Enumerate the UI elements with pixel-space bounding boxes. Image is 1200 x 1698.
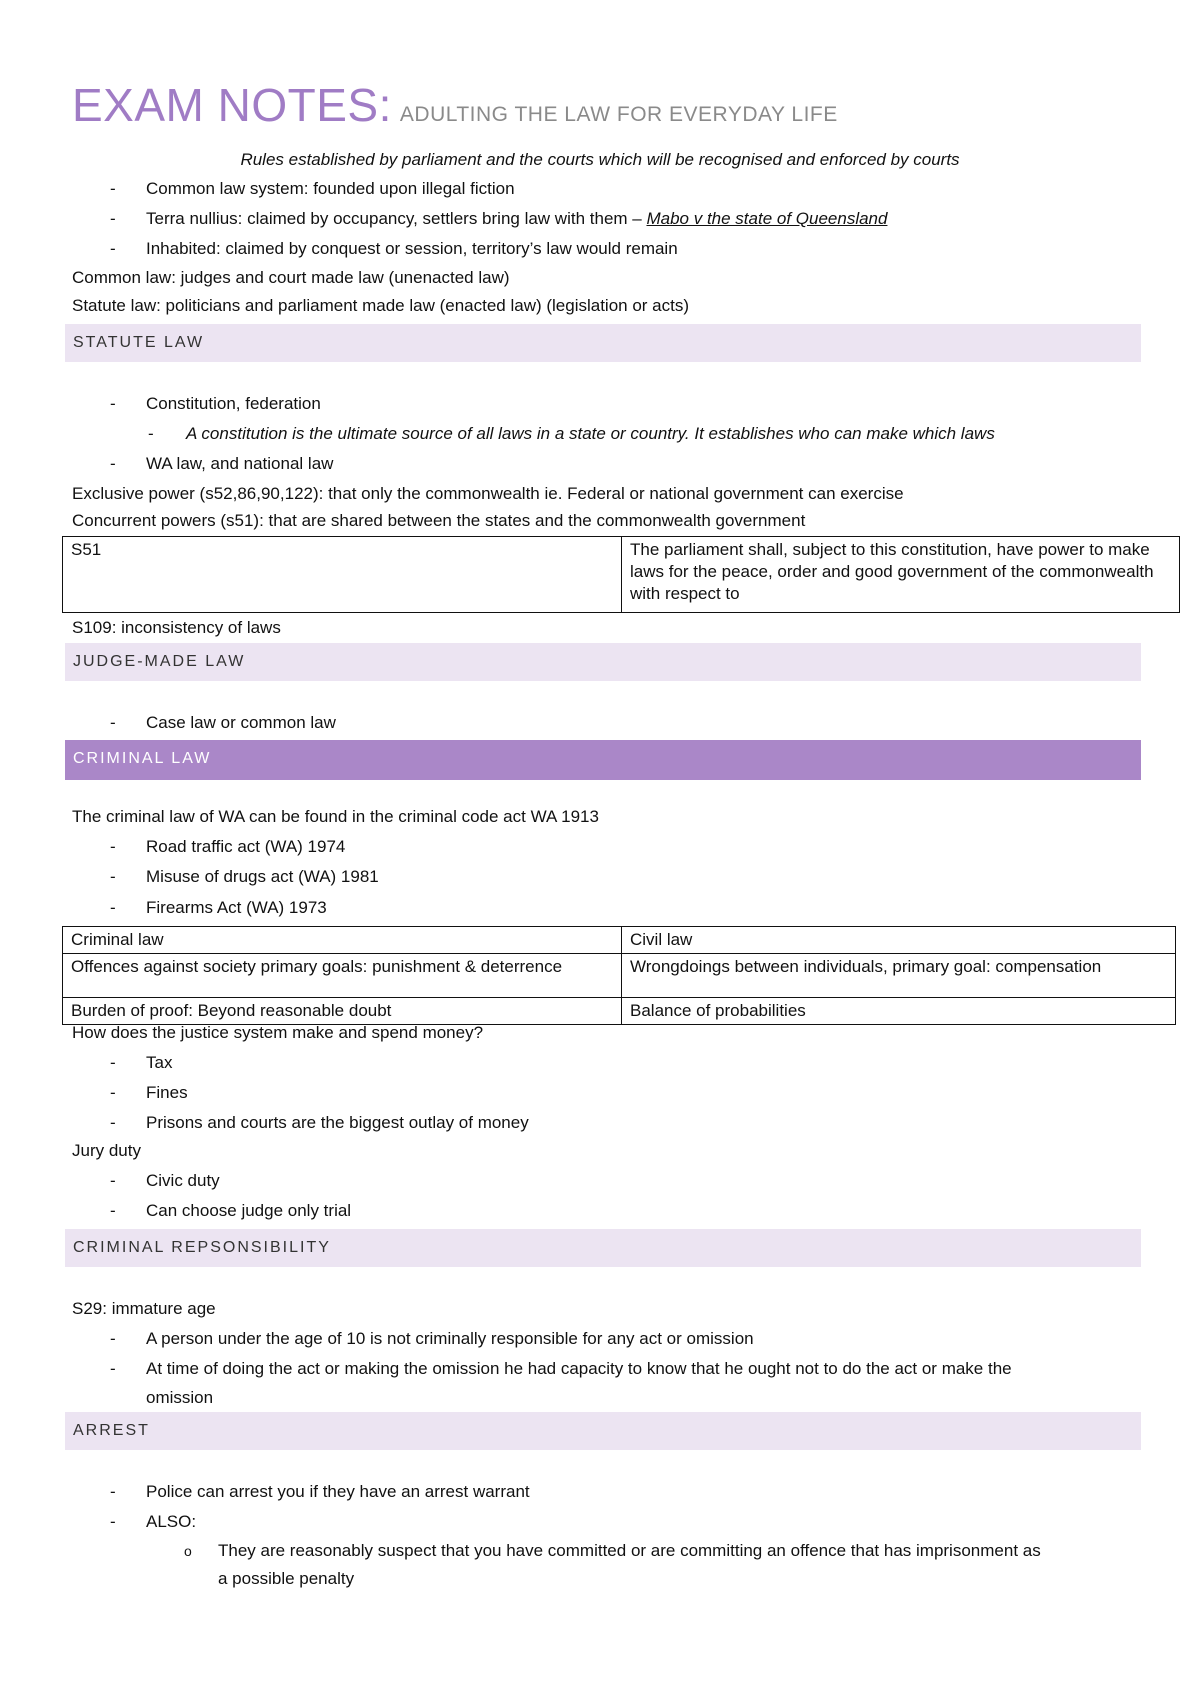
section-heading-text: STATUTE LAW (73, 334, 205, 351)
case-reference: Mabo v the state of Queensland (646, 209, 888, 228)
section-heading-text: CRIMINAL REPSONSIBILITY (73, 1239, 331, 1256)
section-heading-judge-made (65, 643, 1141, 681)
section-heading-criminal (65, 740, 1141, 780)
list-item-text (146, 208, 887, 230)
table-cell: Balance of probabilities (622, 998, 1176, 1025)
list-item-text: Firearms Act (WA) 1973 (146, 898, 327, 917)
sub-list-item-text: They are reasonably suspect that you have committed or are committing an offence that has imprisonment as (218, 1541, 1041, 1560)
dash-bullet: - (110, 1171, 116, 1190)
circle-bullet-icon: o (184, 1543, 192, 1559)
dash-bullet: - (110, 1053, 116, 1072)
list-item-text: Civic duty (146, 1171, 220, 1190)
table-cell: Burden of proof: Beyond reasonable doubt (63, 998, 622, 1025)
common-law-line: Common law: judges and court made law (unenacted law) (72, 268, 510, 287)
list-item-text: Fines (146, 1083, 188, 1102)
dash-bullet: - (110, 394, 116, 413)
list-item-text: A person under the age of 10 is not criminally responsible for any act or omission (146, 1329, 754, 1348)
section-heading-text: JUDGE-MADE LAW (73, 653, 246, 670)
sub-list-item-continuation: a possible penalty (218, 1569, 355, 1588)
sub-list-item-text: A constitution is the ultimate source of all laws in a state or country. It establishes who can make which laws (186, 424, 995, 443)
money-question: How does the justice system make and spend money? (72, 1023, 484, 1042)
criminal-intro-line: The criminal law of WA can be found in the criminal code act WA 1913 (72, 807, 599, 826)
list-item-text: ALSO: (146, 1512, 197, 1531)
table-cell: The parliament shall, subject to this constitution, have power to make laws for the peace, order and good government of the commonwealth with respect to (622, 537, 1180, 613)
table-cell: Wrongdoings between individuals, primary goal: compensation (622, 954, 1176, 998)
list-item-text: Inhabited: claimed by conquest or session, territory’s law would remain (146, 239, 678, 258)
s109-line: S109: inconsistency of laws (72, 618, 281, 637)
list-item-text: Police can arrest you if they have an arrest warrant (146, 1482, 530, 1501)
list-item-text: Misuse of drugs act (WA) 1981 (146, 867, 379, 886)
list-item-text: Can choose judge only trial (146, 1201, 352, 1220)
dash-bullet: - (110, 209, 116, 228)
title-main: EXAM NOTES: (72, 79, 392, 131)
dash-bullet: - (110, 239, 116, 258)
concurrent-power-line: Concurrent powers (s51): that are shared between the states and the commonwealth government (72, 511, 806, 530)
section-heading-text: CRIMINAL LAW (73, 750, 212, 767)
list-item-text: At time of doing the act or making the omission he had capacity to know that he ought not to do the act or make the (146, 1359, 1012, 1378)
dash-bullet: - (110, 1113, 116, 1132)
table-cell: S51 (63, 537, 622, 613)
section-heading-criminal-responsibility (65, 1229, 1141, 1267)
table-row (63, 954, 1176, 998)
list-item-text: WA law, and national law (146, 454, 334, 473)
criminal-vs-civil-table (62, 926, 1176, 1025)
dash-bullet: - (110, 179, 116, 198)
jury-duty-line: Jury duty (72, 1141, 141, 1160)
list-item-text-part: Terra nullius: claimed by occupancy, settlers bring law with them – (146, 209, 647, 228)
section-heading-text: ARREST (73, 1422, 150, 1439)
list-item-text: Prisons and courts are the biggest outlay of money (146, 1113, 529, 1132)
page-title (72, 78, 838, 132)
table-row (63, 998, 1176, 1025)
table-cell: Criminal law (63, 927, 622, 954)
statute-law-line: Statute law: politicians and parliament made law (enacted law) (legislation or acts) (72, 296, 690, 315)
list-item-text: Common law system: founded upon illegal fiction (146, 179, 515, 198)
dash-bullet: - (110, 1359, 116, 1378)
table-cell: Offences against society primary goals: punishment & deterrence (63, 954, 622, 998)
definition-text: Rules established by parliament and the courts which will be recognised and enforced by courts (240, 150, 960, 169)
list-item-text: Case law or common law (146, 713, 336, 732)
dash-bullet: - (110, 867, 116, 886)
dash-bullet: - (110, 1083, 116, 1102)
list-item-continuation: omission (146, 1388, 214, 1407)
dash-bullet: - (148, 424, 154, 443)
table-cell: Civil law (622, 927, 1176, 954)
dash-bullet: - (110, 1512, 116, 1531)
exclusive-power-line: Exclusive power (s52,86,90,122): that only the commonwealth ie. Federal or national government can exercise (72, 484, 904, 503)
dash-bullet: - (110, 713, 116, 732)
list-item-text: Constitution, federation (146, 394, 321, 413)
dash-bullet: - (110, 837, 116, 856)
dash-bullet: - (110, 454, 116, 473)
s29-line: S29: immature age (72, 1299, 216, 1318)
section-heading-arrest (65, 1412, 1141, 1450)
list-item-text: Tax (146, 1053, 173, 1072)
s51-table (62, 536, 1180, 613)
dash-bullet: - (110, 1201, 116, 1220)
dash-bullet: - (110, 1482, 116, 1501)
list-item-text: Road traffic act (WA) 1974 (146, 837, 346, 856)
dash-bullet: - (110, 898, 116, 917)
table-row (63, 537, 1180, 613)
section-heading-statute (65, 324, 1141, 362)
table-row (63, 927, 1176, 954)
title-subtitle: ADULTING THE LAW FOR EVERYDAY LIFE (399, 103, 838, 126)
dash-bullet: - (110, 1329, 116, 1348)
